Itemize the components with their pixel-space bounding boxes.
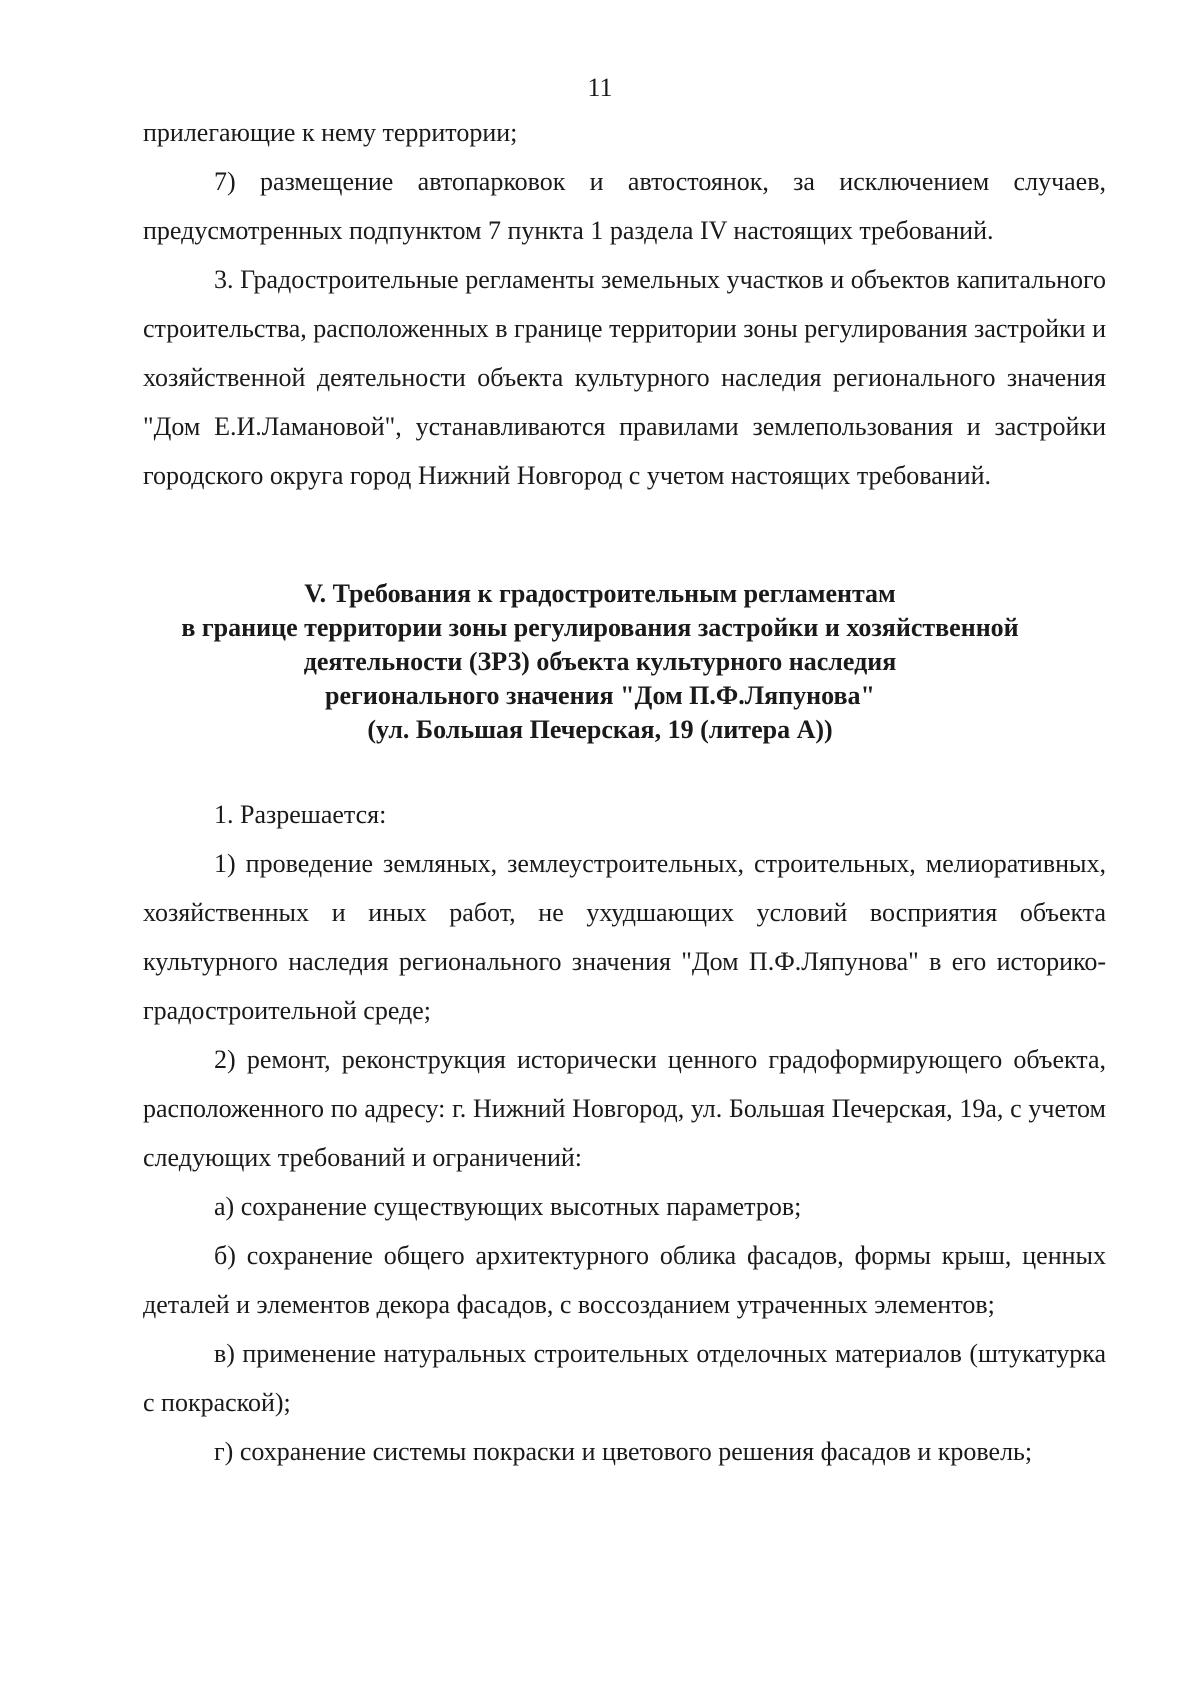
paragraph: 7) размещение автопарковок и автостоянок, за исключением случаев, предусмотренных подпунктом 7 пункта 1 раздела IV настоящих требований. xyxy=(143,167,1106,245)
section-heading-line: (ул. Большая Печерская, 19 (литера А)) xyxy=(367,715,833,744)
paragraph: а) сохранение существующих высотных параметров; xyxy=(214,1192,802,1221)
paragraph: б) сохранение общего архитектурного облика фасадов, формы крыш, ценных деталей и элементов декора фасадов, с воссозданием утраченных элементов; xyxy=(143,1241,1106,1319)
paragraph: 1) проведение земляных, землеустроительных, строительных, мелиоративных, хозяйственных и иных работ, не ухудшающих условий восприятия объекта культурного наследия регионального значения "Дом П.Ф.Ляпунова" в его историко-градостроительной среде; xyxy=(143,849,1106,1025)
paragraph: в) применение натуральных строительных отделочных материалов (штукатурка с покраской); xyxy=(143,1339,1106,1417)
section-heading-line: регионального значения "Дом П.Ф.Ляпунова" xyxy=(325,681,875,710)
section-heading-line: деятельности (ЗРЗ) объекта культурного наследия xyxy=(303,647,897,676)
top-text-block xyxy=(143,108,1106,500)
section-heading-line: V. Требования к градостроительным регламентам xyxy=(304,579,896,608)
section-heading xyxy=(130,577,1070,747)
paragraph: 3. Градостроительные регламенты земельных участков и объектов капитального строительства, расположенных в границе территории зоны регулирования застройки и хозяйственной деятельности объекта культурного наследия регионального значения "Дом Е.И.Ламановой", устанавливаются правилами землепользования и застройки городского округа город Нижний Новгород с учетом настоящих требований. xyxy=(143,265,1106,490)
page-number: 11 xyxy=(587,73,613,102)
body-text-block xyxy=(143,790,1106,1476)
section-heading-line: в границе территории зоны регулирования застройки и хозяйственной xyxy=(181,613,1019,642)
paragraph: г) сохранение системы покраски и цветового решения фасадов и кровель; xyxy=(214,1437,1033,1466)
paragraph: прилегающие к нему территории; xyxy=(143,118,518,147)
paragraph: 2) ремонт, реконструкция исторически ценного градоформирующего объекта, расположенного по адресу: г. Нижний Новгород, ул. Большая Печерская, 19а, с учетом следующих требований и ограничений: xyxy=(143,1045,1106,1172)
paragraph: 1. Разрешается: xyxy=(214,800,387,829)
